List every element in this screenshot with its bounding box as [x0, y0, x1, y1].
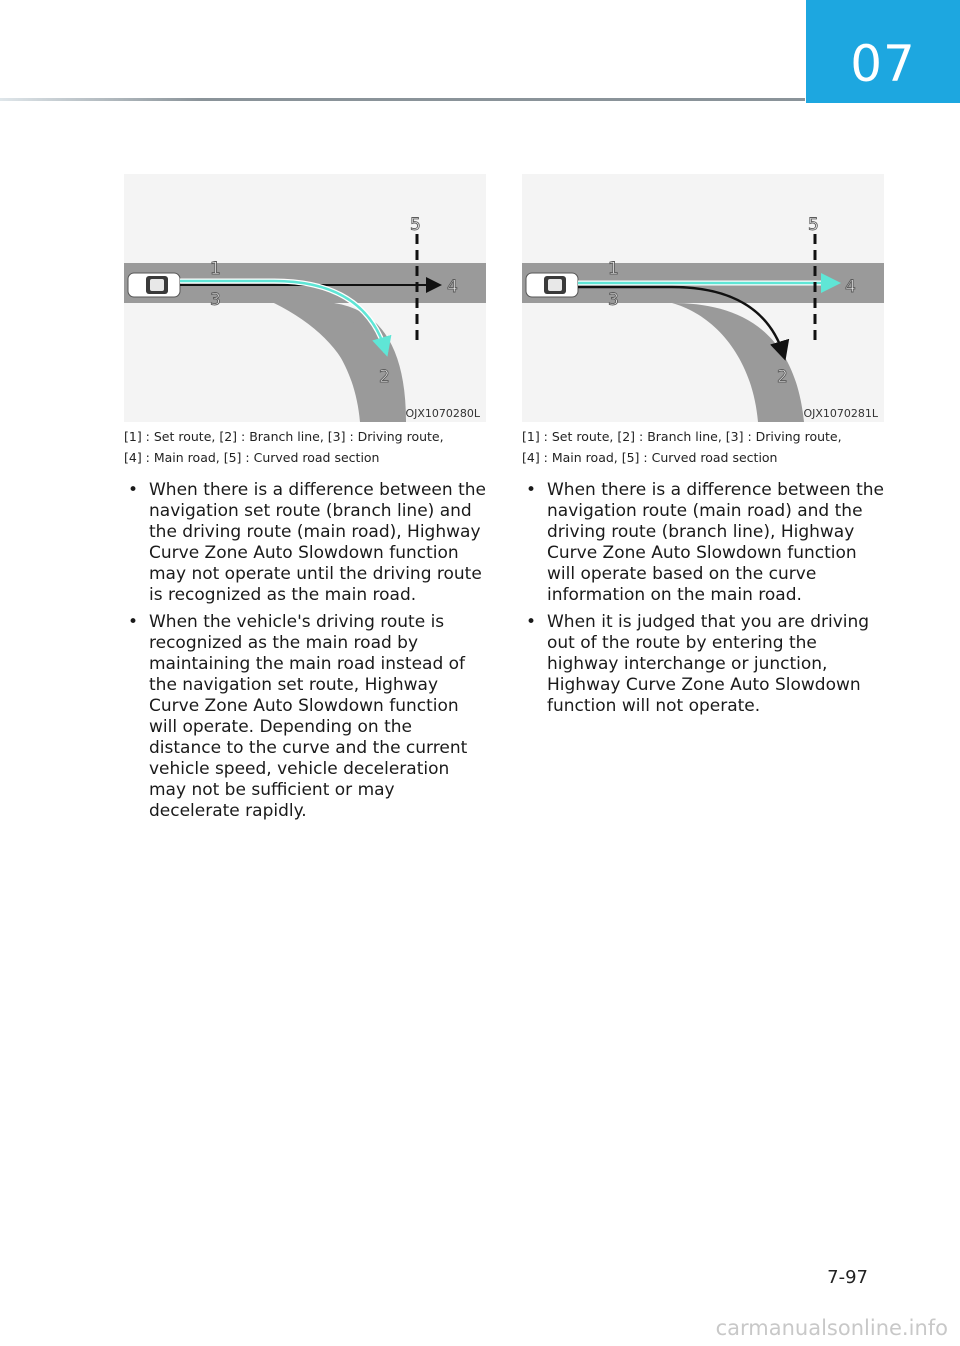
figure-code: OJX1070281L — [803, 407, 878, 420]
label-5: 5 — [410, 215, 421, 235]
bullet-dot: • — [526, 612, 537, 632]
bullet-list — [522, 480, 884, 717]
label-3: 3 — [210, 290, 221, 310]
figure-code: OJX1070280L — [405, 407, 480, 420]
road-diagram-1 — [124, 174, 486, 422]
bullet-text: When there is a difference between the navigation set route (branch line) and the driving route (main road), Highway Curve Zone Auto Slowdown function may not operate until the driving route is recognized as the main road. — [149, 480, 486, 605]
label-1: 1 — [210, 259, 221, 279]
branch-road — [672, 303, 804, 422]
page-number: 7-97 — [827, 1267, 868, 1288]
figure-caption — [522, 426, 884, 468]
label-2: 2 — [777, 367, 788, 387]
bullet-dot: • — [128, 612, 139, 632]
label-2: 2 — [379, 367, 390, 387]
chapter-number: 07 — [850, 34, 916, 93]
watermark: carmanualsonline.info — [715, 1316, 948, 1340]
list-item — [124, 612, 486, 822]
label-5: 5 — [808, 215, 819, 235]
bullet-text: When there is a difference between the navigation route (main road) and the driving route (branch line), Highway Curve Zone Auto Slowdown function will operate based on the curve information on the main road. — [547, 480, 884, 605]
label-4: 4 — [845, 277, 856, 297]
bullet-dot: • — [128, 480, 139, 500]
bullet-text: When the vehicle's driving route is recognized as the main road by maintaining the main road instead of the navigation set route, Highway Curve Zone Auto Slowdown function will operate. Depending on the distance to the curve and the current vehicle speed, vehicle deceleration may not be sufficient or may decelerate rapidly. — [149, 612, 468, 821]
bullet-list — [124, 480, 486, 822]
right-column — [522, 174, 884, 723]
label-4: 4 — [447, 277, 458, 297]
label-1: 1 — [608, 259, 619, 279]
figure-caption — [124, 426, 486, 468]
list-item — [522, 612, 884, 717]
header-rule — [0, 98, 805, 101]
caption-line: [4] : Main road, [5] : Curved road section — [522, 450, 778, 465]
caption-line: [1] : Set route, [2] : Branch line, [3] : Driving route, — [522, 429, 842, 444]
label-3: 3 — [608, 290, 619, 310]
caption-line: [1] : Set route, [2] : Branch line, [3] : Driving route, — [124, 429, 444, 444]
road-diagram-2 — [522, 174, 884, 422]
list-item — [124, 480, 486, 606]
left-column — [124, 174, 486, 828]
vehicle-icon — [526, 273, 578, 297]
list-item — [522, 480, 884, 606]
figure-set-route-main — [522, 174, 884, 422]
figure-set-route-branch — [124, 174, 486, 422]
caption-line: [4] : Main road, [5] : Curved road section — [124, 450, 380, 465]
vehicle-icon — [128, 273, 180, 297]
bullet-text: When it is judged that you are driving out of the route by entering the highway interchange or junction, Highway Curve Zone Auto Slowdown function will not operate. — [547, 612, 870, 716]
chapter-tab — [806, 0, 960, 103]
bullet-dot: • — [526, 480, 537, 500]
